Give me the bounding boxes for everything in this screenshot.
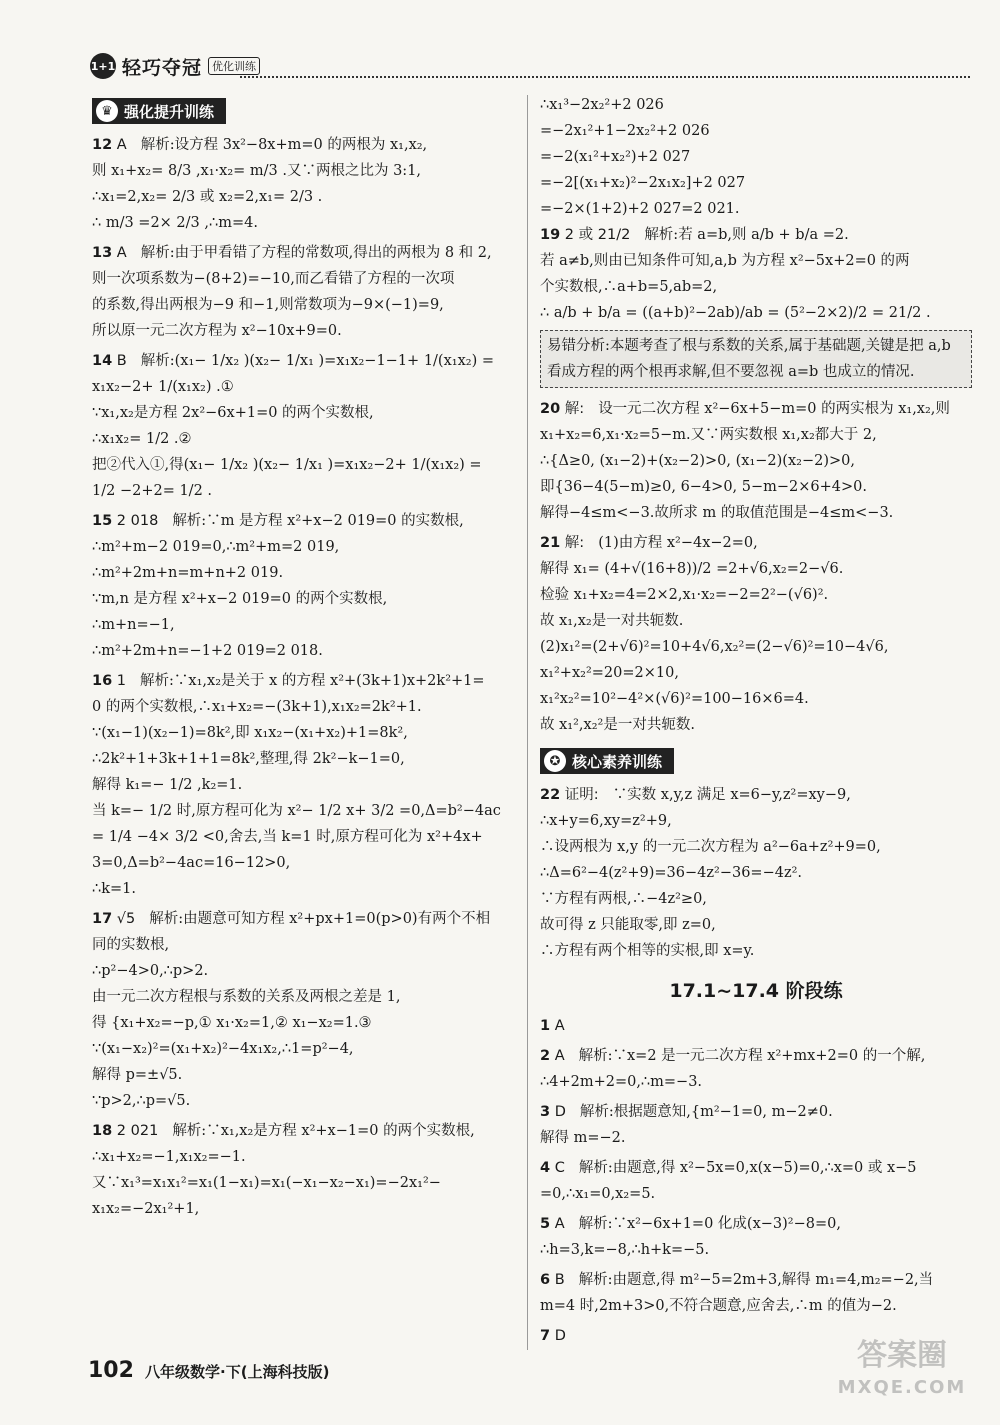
item-number: 4	[540, 1160, 551, 1176]
line-text: ∵(x₁−x₂)²=(x₁+x₂)²−4x₁x₂,∴1=p²−4,	[92, 1041, 354, 1057]
column-divider	[527, 95, 528, 1350]
watermark-line-1: 答案圈	[857, 1338, 947, 1373]
line-text: ∴4+2m+2=0,∴m=−3.	[540, 1074, 703, 1090]
page-footer	[88, 1358, 329, 1383]
star-badge-icon: ✪	[544, 750, 566, 772]
page-header	[90, 48, 970, 88]
solution-item	[540, 530, 972, 738]
solution-line	[540, 938, 972, 964]
item-answer: 解:	[564, 535, 585, 551]
solution-line	[92, 958, 514, 984]
solution-line	[92, 478, 514, 504]
solution-line	[92, 534, 514, 560]
solution-item	[540, 396, 972, 526]
solution-line	[540, 712, 972, 738]
line-text: x₁x₂−2+ 1/(x₁x₂) .①	[92, 379, 234, 395]
solution-item	[92, 668, 514, 902]
line-text: 同的实数根,	[92, 937, 170, 953]
solution-line: =−2[(x₁+x₂)²−2x₁x₂]+2 027	[540, 175, 746, 191]
solution-line	[540, 396, 972, 422]
line-text: 解析:根据题意知,{m²−1=0, m−2≠0.	[579, 1104, 833, 1120]
solution-line	[540, 1043, 972, 1069]
solution-line	[540, 500, 972, 526]
line-text: x₁²+x₂²=20=2×10,	[540, 665, 679, 681]
brand-name: 轻巧夺冠	[122, 56, 203, 79]
line-text: 解析:由题意,得 m²−5=2m+3,解得 m₁=4,m₂=−2,当	[578, 1272, 934, 1288]
solution-line	[92, 426, 514, 452]
solution-line	[92, 932, 514, 958]
solution-item	[540, 222, 972, 326]
solution-line	[540, 634, 972, 660]
section-title-2-text: 核心素养训练	[572, 752, 663, 771]
item-answer: 2 或 21/2	[564, 227, 631, 243]
solution-line	[92, 184, 514, 210]
solution-line	[92, 638, 514, 664]
right-item-list	[540, 222, 972, 326]
solution-line	[92, 158, 514, 184]
line-text: x₁²x₂²=10²−4²×(√6)²=100−16×6=4.	[540, 691, 809, 707]
solution-line	[540, 582, 972, 608]
item-answer: A	[554, 1216, 565, 1232]
solution-line	[540, 556, 972, 582]
solution-line	[540, 222, 972, 248]
crown-icon: ♛	[96, 100, 118, 122]
line-text: ∵实数 x,y,z 满足 x=6−y,z²=xy−9,	[612, 787, 851, 803]
item-number: 7	[540, 1328, 551, 1344]
brand-subtitle: 优化训练	[208, 57, 260, 75]
solution-line	[92, 348, 514, 374]
item-number: 3	[540, 1104, 551, 1120]
solution-line	[92, 1196, 514, 1222]
line-text: 得 {x₁+x₂=−p,① x₁·x₂=1,② x₁−x₂=1.③	[92, 1015, 372, 1031]
section-title-text: 强化提升训练	[124, 102, 215, 121]
solution-line	[540, 1237, 972, 1263]
solution-line	[540, 1293, 972, 1319]
solution-line	[540, 474, 972, 500]
line-text: 解析:设方程 3x²−8x+m=0 的两根为 x₁,x₂,	[140, 137, 428, 153]
line-text: 解析:∵x₁,x₂是方程 x²+x−1=0 的两个实数根,	[172, 1123, 475, 1139]
item-answer: 2 018	[116, 513, 159, 529]
line-text: ∵m,n 是方程 x²+x−2 019=0 的两个实数根,	[92, 591, 388, 607]
line-text: 解得−4≤m<−3.故所求 m 的取值范围是−4≤m<−3.	[540, 505, 894, 521]
item-answer: A	[116, 137, 127, 153]
solution-line	[92, 746, 514, 772]
line-text: 解得 m=−2.	[540, 1130, 626, 1146]
solution-line	[92, 1062, 514, 1088]
solution-item	[92, 508, 514, 664]
solution-line	[540, 1069, 972, 1095]
solution-line	[92, 240, 514, 266]
line-text: 3=0,Δ=b²−4ac=16−12>0,	[92, 855, 291, 871]
solution-line	[92, 1170, 514, 1196]
line-text: ∴方程有两个相等的实根,即 x=y.	[540, 943, 755, 959]
item-number: 18	[92, 1123, 113, 1139]
item-number: 17	[92, 911, 113, 927]
solution-line	[92, 1010, 514, 1036]
watermark-line-2: MXQE.COM	[837, 1377, 967, 1398]
line-text: 检验 x₁+x₂=4=2×2,x₁·x₂=−2=2²−(√6)².	[540, 587, 829, 603]
line-text: ∴m²+m−2 019=0,∴m²+m=2 019,	[92, 539, 340, 555]
solution-line	[92, 586, 514, 612]
line-text: 则一次项系数为−(8+2)=−10,而乙看错了方程的一次项	[92, 271, 455, 287]
line-text: 故 x₁²,x₂²是一对共轭数.	[540, 717, 695, 733]
solution-line: =−2×(1+2)+2 027=2 021.	[540, 201, 740, 217]
solution-line	[540, 248, 972, 274]
right-column	[540, 92, 972, 1353]
item-number: 1	[540, 1018, 551, 1034]
solution-line	[540, 300, 972, 326]
line-text: 故可得 z 只能取零,即 z=0,	[540, 917, 716, 933]
item-number: 5	[540, 1216, 551, 1232]
solution-line	[540, 808, 972, 834]
item-number: 22	[540, 787, 561, 803]
solution-line	[92, 452, 514, 478]
solution-line: =−2(x₁²+x₂²)+2 027	[540, 149, 691, 165]
line-text: 即{36−4(5−m)≥0, 6−4>0, 5−m−2×6+4>0.	[540, 479, 868, 495]
line-text: ∴Δ=6²−4(z²+9)=36−4z²−36=−4z².	[540, 865, 803, 881]
stage-practice-title: 17.1~17.4 阶段练	[669, 980, 843, 1002]
item-number: 12	[92, 137, 113, 153]
line-text: ∴m²+2m+n=−1+2 019=2 018.	[92, 643, 323, 659]
line-text: ∴x+y=6,xy=z²+9,	[540, 813, 672, 829]
solution-line	[92, 374, 514, 400]
solution-line	[92, 1144, 514, 1170]
line-text: 解析:(x₁− 1/x₂ )(x₂− 1/x₁ )=x₁x₂−1−1+ 1/(x₁x₂) =	[140, 353, 494, 369]
solution-line	[540, 448, 972, 474]
line-text: m=4 时,2m+3>0,不符合题意,应舍去,∴m 的值为−2.	[540, 1298, 897, 1314]
line-text: 所以原一元二次方程为 x²−10x+9=0.	[92, 323, 342, 339]
item-answer: 解:	[564, 401, 585, 417]
line-text: ∴p²−4>0,∴p>2.	[92, 963, 209, 979]
solution-line	[92, 132, 514, 158]
line-text: 故 x₁,x₂是一对共轭数.	[540, 613, 684, 629]
solution-item	[92, 906, 514, 1114]
line-text: 解析:∵x=2 是一元二次方程 x²+mx+2=0 的一个解,	[578, 1048, 926, 1064]
line-text: 解析:由题意可知方程 x²+px+1=0(p>0)有两个不相	[149, 911, 491, 927]
solution-line	[92, 1036, 514, 1062]
solution-line: ∴x₁³−2x₂²+2 026	[540, 97, 664, 113]
line-text: ∴x₁+x₂=−1,x₁x₂=−1.	[92, 1149, 246, 1165]
solution-line	[540, 686, 972, 712]
line-text: ∴h=3,k=−8,∴h+k=−5.	[540, 1242, 710, 1258]
line-text: 解得 k₁=− 1/2 ,k₂=1.	[92, 777, 243, 793]
solution-line	[92, 668, 514, 694]
line-text: 解得 x₁= (4+√(16+8))/2 =2+√6,x₂=2−√6.	[540, 561, 844, 577]
solution-line	[540, 660, 972, 686]
solution-line	[92, 694, 514, 720]
solution-item	[540, 1155, 972, 1207]
line-text: 解析:由题意,得 x²−5x=0,x(x−5)=0,∴x=0 或 x−5	[578, 1160, 917, 1176]
line-text: 解得 p=±√5.	[92, 1067, 183, 1083]
page-number: 102	[88, 1358, 134, 1383]
solution-line	[540, 834, 972, 860]
solution-line	[92, 612, 514, 638]
solution-line	[92, 508, 514, 534]
section-title-2	[540, 748, 674, 774]
solution-line	[540, 1099, 972, 1125]
solution-item	[92, 348, 514, 504]
solution-line	[540, 1211, 972, 1237]
line-text: ∴m²+2m+n=m+n+2 019.	[92, 565, 284, 581]
solution-item	[92, 132, 514, 236]
item-answer: A	[116, 245, 127, 261]
right-item-list-4	[540, 1013, 972, 1349]
line-text: 由一元二次方程根与系数的关系及两根之差是 1,	[92, 989, 401, 1005]
solution-item	[92, 1118, 514, 1222]
solution-line	[540, 860, 972, 886]
line-text: ∴k=1.	[92, 881, 136, 897]
solution-item	[540, 1211, 972, 1263]
solution-line	[540, 274, 972, 300]
line-text: 解析:∵x²−6x+1=0 化成(x−3)²−8=0,	[578, 1216, 841, 1232]
solution-line	[540, 1125, 972, 1151]
line-text: 解析:由于甲看错了方程的常数项,得出的两根为 8 和 2,	[140, 245, 492, 261]
left-column	[92, 92, 514, 1226]
item-number: 20	[540, 401, 561, 417]
solution-line	[92, 824, 514, 850]
solution-item	[92, 240, 514, 344]
line-text: 解析:若 a=b,则 a/b + b/a =2.	[644, 227, 849, 243]
item-answer: A	[554, 1018, 565, 1034]
line-text: 当 k=− 1/2 时,原方程可化为 x²− 1/2 x+ 3/2 =0,Δ=b²−4ac	[92, 803, 501, 819]
line-text: ∵x₁,x₂是方程 2x²−6x+1=0 的两个实数根,	[92, 405, 374, 421]
solution-line	[540, 608, 972, 634]
solution-line	[92, 984, 514, 1010]
solution-line	[92, 1088, 514, 1114]
line-text: ∵(x₁−1)(x₂−1)=8k²,即 x₁x₂−(x₁+x₂)+1=8k²,	[92, 725, 408, 741]
item-number: 6	[540, 1272, 551, 1288]
item-answer: D	[554, 1328, 566, 1344]
line-text: ∴x₁x₂= 1/2 .②	[92, 431, 192, 447]
solution-line	[92, 906, 514, 932]
right-item-list-3	[540, 782, 972, 964]
line-text: x₁x₂=−2x₁²+1,	[92, 1201, 200, 1217]
item-number: 14	[92, 353, 113, 369]
line-text: 的系数,得出两根为−9 和−1,则常数项为−9×(−1)=9,	[92, 297, 444, 313]
error-analysis-note	[540, 330, 972, 388]
item-answer: B	[116, 353, 127, 369]
line-text: 个实数根,∴a+b=5,ab=2,	[540, 279, 718, 295]
solution-line	[540, 1267, 972, 1293]
solution-item	[540, 782, 972, 964]
item-number: 16	[92, 673, 113, 689]
solution-line	[92, 266, 514, 292]
solution-item	[540, 1099, 972, 1151]
solution-line	[540, 886, 972, 912]
solution-line	[540, 530, 972, 556]
section-title	[92, 98, 226, 124]
logo-mark: 1+1	[90, 53, 116, 79]
line-text: 又∵x₁³=x₁x₁²=x₁(1−x₁)=x₁(−x₁−x₂−x₁)=−2x₁²−	[92, 1175, 441, 1191]
item-number: 2	[540, 1048, 551, 1064]
item-answer: B	[554, 1272, 565, 1288]
item-answer: 证明:	[564, 787, 599, 803]
item-answer: 1	[116, 673, 127, 689]
solution-line	[540, 1013, 972, 1039]
continued-solution	[540, 92, 972, 222]
line-text: ∴ a/b + b/a = ((a+b)²−2ab)/ab = (5²−2×2)/2 = 21/2 .	[540, 305, 931, 321]
item-number: 15	[92, 513, 113, 529]
solution-line	[92, 318, 514, 344]
line-text: 若 a≠b,则由已知条件可知,a,b 为方程 x²−5x+2=0 的两	[540, 253, 910, 269]
left-item-list	[92, 132, 514, 1222]
line-text: = 1/4 −4× 3/2 <0,舍去,当 k=1 时,原方程可化为 x²+4x+	[92, 829, 483, 845]
line-text: 则 x₁+x₂= 8/3 ,x₁·x₂= m/3 .又∵两根之比为 3:1,	[92, 163, 422, 179]
item-answer: 2 021	[116, 1123, 159, 1139]
right-item-list-2	[540, 396, 972, 738]
solution-line	[92, 798, 514, 824]
line-text: 1/2 −2+2= 1/2 .	[92, 483, 213, 499]
line-text: 解析:∵m 是方程 x²+x−2 019=0 的实数根,	[172, 513, 464, 529]
solution-line	[540, 1155, 972, 1181]
solution-line	[540, 782, 972, 808]
item-number: 21	[540, 535, 561, 551]
line-text: ∴2k²+1+3k+1+1=8k²,整理,得 2k²−k−1=0,	[92, 751, 405, 767]
solution-line	[540, 422, 972, 448]
solution-line	[92, 720, 514, 746]
solution-line	[92, 772, 514, 798]
solution-item	[540, 1267, 972, 1319]
line-text: ∵p>2,∴p=√5.	[92, 1093, 191, 1109]
line-text: ∴m+n=−1,	[92, 617, 175, 633]
line-text: (2)x₁²=(2+√6)²=10+4√6,x₂²=(2−√6)²=10−4√6,	[540, 639, 889, 655]
line-text: ∴x₁=2,x₂= 2/3 或 x₂=2,x₁= 2/3 .	[92, 189, 323, 205]
item-answer: C	[554, 1160, 565, 1176]
line-text: x₁+x₂=6,x₁·x₂=5−m.又∵两实数根 x₁,x₂都大于 2,	[540, 427, 877, 443]
line-text: (1)由方程 x²−4x−2=0,	[598, 535, 758, 551]
solution-line: =−2x₁²+1−2x₂²+2 026	[540, 123, 710, 139]
line-text: ∴ m/3 =2× 2/3 ,∴m=4.	[92, 215, 258, 231]
solution-item	[540, 1013, 972, 1039]
solution-line	[92, 876, 514, 902]
line-text: 设一元二次方程 x²−6x+5−m=0 的两实根为 x₁,x₂,则	[598, 401, 950, 417]
item-number: 19	[540, 227, 561, 243]
solution-line	[92, 1118, 514, 1144]
book-title: 八年级数学·下(上海科技版)	[145, 1363, 330, 1381]
header-rule	[240, 76, 970, 78]
solution-line	[540, 912, 972, 938]
solution-line	[92, 292, 514, 318]
line-text: 解析:∵x₁,x₂是关于 x 的方程 x²+(3k+1)x+2k²+1=	[140, 673, 485, 689]
line-text: ∵方程有两根,∴−4z²≥0,	[540, 891, 707, 907]
line-text: 把②代入①,得(x₁− 1/x₂ )(x₂− 1/x₁ )=x₁x₂−2+ 1/(x₁x₂) =	[92, 457, 482, 473]
item-answer: D	[554, 1104, 566, 1120]
solution-line	[92, 850, 514, 876]
solution-line	[92, 560, 514, 586]
brand-logo	[90, 52, 260, 80]
item-answer: √5	[116, 911, 136, 927]
line-text: ∴设两根为 x,y 的一元二次方程为 a²−6a+z²+9=0,	[540, 839, 881, 855]
line-text: 0 的两个实数根,∴x₁+x₂=−(3k+1),x₁x₂=2k²+1.	[92, 699, 422, 715]
solution-line	[92, 400, 514, 426]
solution-line	[92, 210, 514, 236]
site-watermark	[822, 1340, 982, 1410]
line-text: ∴{Δ≥0, (x₁−2)+(x₂−2)>0, (x₁−2)(x₂−2)>0,	[540, 453, 855, 469]
item-number: 13	[92, 245, 113, 261]
note-text: 易错分析:本题考查了根与系数的关系,属于基础题,关键是把 a,b 看成方程的两个根再求解,但不要忽视 a=b 也成立的情况.	[547, 338, 951, 380]
solution-item	[540, 1043, 972, 1095]
item-answer: A	[554, 1048, 565, 1064]
solution-line	[540, 1181, 972, 1207]
line-text: =0,∴x₁=0,x₂=5.	[540, 1186, 656, 1202]
